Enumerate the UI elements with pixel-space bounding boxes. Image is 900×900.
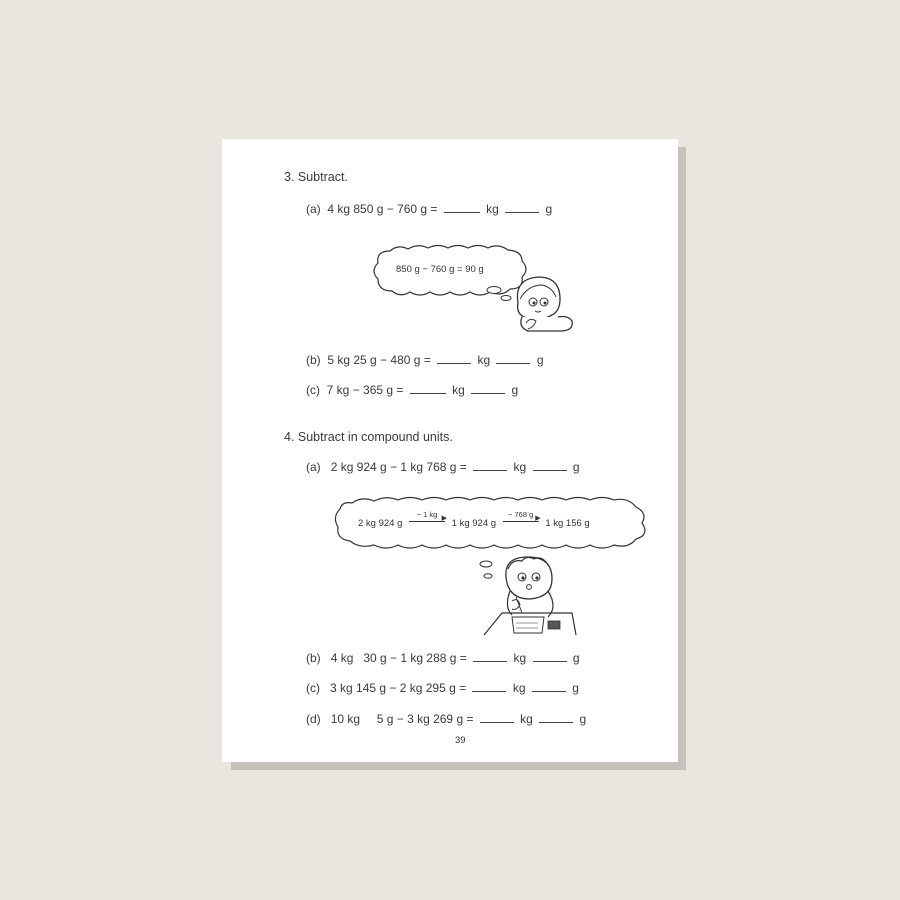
- q3b-kg-blank[interactable]: [437, 353, 471, 364]
- q4c-kg-unit: kg: [512, 681, 526, 695]
- q4-hint-end: 1 kg 156 g: [545, 518, 590, 529]
- q4b-label: (b): [306, 651, 321, 665]
- q4-hint-step2: − 768 g: [508, 510, 534, 519]
- page-number: 39: [455, 735, 466, 746]
- q3a-kg-blank[interactable]: [444, 202, 480, 213]
- q4d-g-blank[interactable]: [539, 712, 573, 723]
- q4-heading: 4. Subtract in compound units.: [284, 430, 453, 444]
- q3b-g-unit: g: [536, 353, 544, 367]
- q4b-g-unit: g: [572, 651, 580, 665]
- boy-thinking-icon: [482, 551, 578, 639]
- girl-thinking-icon: [508, 273, 578, 335]
- workbook-page: [222, 139, 678, 762]
- q3b-kg-unit: kg: [477, 353, 491, 367]
- q3c-kg-blank[interactable]: [410, 383, 446, 394]
- q4d-expr: 10 kg 5 g − 3 kg 269 g =: [330, 712, 474, 726]
- q3a-kg-unit: kg: [486, 202, 499, 216]
- q4d-kg-blank[interactable]: [480, 712, 514, 723]
- arrow-right-icon: − 768 g ▶: [501, 518, 541, 529]
- arrow-right-icon: − 1 kg ▶: [407, 518, 447, 529]
- q3b-row: [306, 353, 544, 367]
- q3a-expr: 4 kg 850 g − 760 g =: [327, 202, 438, 216]
- q4a-g-unit: g: [572, 460, 580, 474]
- q4b-kg-blank[interactable]: [473, 651, 507, 662]
- q4d-row: [306, 712, 586, 726]
- q4a-label: (a): [306, 460, 321, 474]
- q3a-g-unit: g: [545, 202, 553, 216]
- q4c-row: [306, 681, 579, 695]
- q3c-g-blank[interactable]: [471, 383, 505, 394]
- q4a-expr: 2 kg 924 g − 1 kg 768 g =: [330, 460, 467, 474]
- q3c-row: [306, 383, 518, 397]
- q3a-row: [306, 202, 552, 216]
- q4b-expr: 4 kg 30 g − 1 kg 288 g =: [330, 651, 467, 665]
- q4-hint: [358, 510, 590, 529]
- q4b-row: [306, 651, 580, 665]
- q4c-kg-blank[interactable]: [472, 681, 506, 692]
- q4a-g-blank[interactable]: [533, 460, 567, 471]
- q4c-expr: 3 kg 145 g − 2 kg 295 g =: [330, 681, 467, 695]
- q4b-g-blank[interactable]: [533, 651, 567, 662]
- q4a-kg-unit: kg: [513, 460, 527, 474]
- q4a-row: [306, 460, 580, 474]
- q3-hint-text: 850 g − 760 g = 90 g: [396, 264, 484, 275]
- q4c-label: (c): [306, 681, 320, 695]
- q3a-label: (a): [306, 202, 321, 216]
- q4c-g-unit: g: [572, 681, 579, 695]
- q3b-label: (b): [306, 353, 321, 367]
- q3c-label: (c): [306, 383, 320, 397]
- q3c-g-unit: g: [511, 383, 519, 397]
- q4-hint-step1: − 1 kg: [416, 510, 438, 519]
- q4-hint-start: 2 kg 924 g: [358, 518, 403, 529]
- q4a-kg-blank[interactable]: [473, 460, 507, 471]
- q4c-g-blank[interactable]: [532, 681, 566, 692]
- q3a-g-blank[interactable]: [505, 202, 539, 213]
- q4d-g-unit: g: [579, 712, 587, 726]
- q3b-expr: 5 kg 25 g − 480 g =: [327, 353, 431, 367]
- q4d-kg-unit: kg: [520, 712, 533, 726]
- q3b-g-blank[interactable]: [496, 353, 530, 364]
- q4b-kg-unit: kg: [513, 651, 527, 665]
- q3c-kg-unit: kg: [452, 383, 465, 397]
- q4d-label: (d): [306, 712, 321, 726]
- q3c-expr: 7 kg − 365 g =: [326, 383, 404, 397]
- q3-heading: 3. Subtract.: [284, 170, 348, 184]
- q4-hint-mid: 1 kg 924 g: [451, 518, 497, 529]
